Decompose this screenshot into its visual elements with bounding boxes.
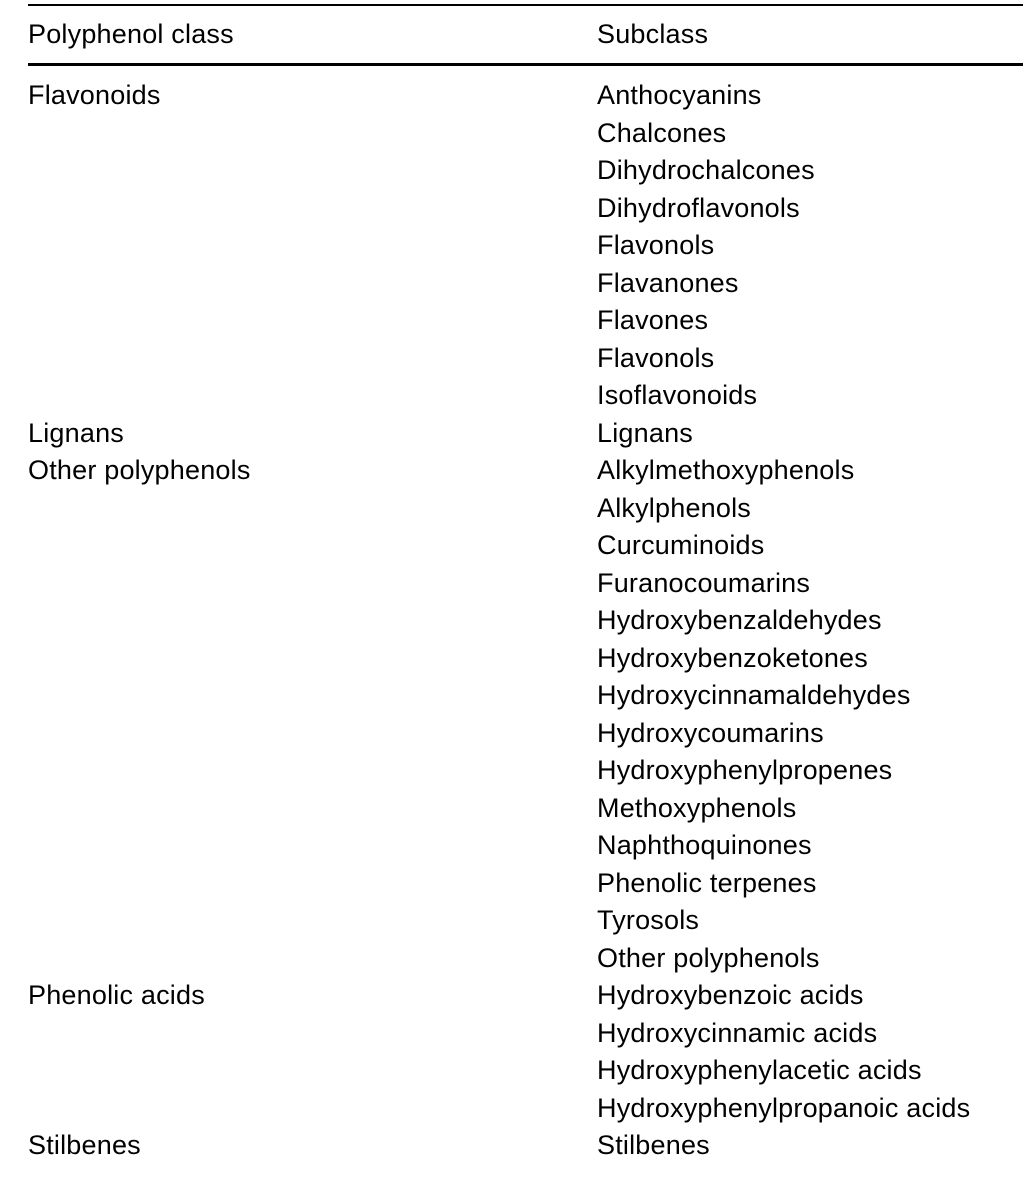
polyphenol-class-cell — [28, 227, 597, 265]
polyphenol-class-cell: Lignans — [28, 417, 124, 448]
subclass-cell: Dihydrochalcones — [597, 155, 815, 185]
subclass-cell: Flavonols — [597, 342, 715, 373]
polyphenol-class-cell — [28, 490, 597, 528]
table-row — [28, 77, 1023, 115]
subclass-cell: Hydroxyphenylpropanoic acids — [597, 1092, 971, 1123]
subclass-cell: Other polyphenols — [597, 942, 820, 973]
subclass-cell: Anthocyanins — [597, 80, 762, 110]
table-row — [28, 340, 1023, 378]
table-header-row — [28, 6, 1023, 63]
polyphenol-class-cell — [28, 565, 597, 603]
subclass-cell: Stilbenes — [597, 1130, 710, 1160]
subclass-cell: Hydroxybenzoketones — [597, 642, 868, 673]
polyphenol-class-cell: Phenolic acids — [28, 980, 205, 1010]
subclass-cell: Flavonols — [597, 230, 715, 260]
table-row — [28, 865, 1023, 903]
table-row — [28, 940, 1023, 978]
subclass-cell: Flavones — [597, 305, 709, 335]
table-row — [28, 527, 1023, 565]
subclass-cell: Naphthoquinones — [597, 830, 812, 860]
polyphenol-class-cell — [28, 602, 597, 640]
table-row — [28, 377, 1023, 415]
table-row — [28, 152, 1023, 190]
polyphenol-class-cell — [28, 1015, 597, 1053]
table-row — [28, 1127, 1023, 1165]
subclass-cell: Hydroxyphenylpropenes — [597, 755, 893, 785]
subclass-cell: Phenolic terpenes — [597, 867, 817, 898]
table-row — [28, 977, 1023, 1015]
subclass-cell: Flavanones — [597, 267, 739, 298]
polyphenol-class-cell — [28, 865, 597, 903]
table-row — [28, 677, 1023, 715]
column-header-polyphenol-class: Polyphenol class — [28, 18, 234, 49]
polyphenol-class-cell — [28, 1052, 597, 1090]
polyphenol-class-cell — [28, 715, 597, 753]
polyphenol-class-cell — [28, 265, 597, 303]
polyphenol-class-cell — [28, 115, 597, 153]
subclass-cell: Tyrosols — [597, 905, 700, 935]
subclass-cell: Hydroxyphenylacetic acids — [597, 1055, 922, 1085]
polyphenol-class-cell: Other polyphenols — [28, 455, 251, 485]
table-row — [28, 902, 1023, 940]
polyphenol-class-cell — [28, 302, 597, 340]
polyphenol-class-cell — [28, 340, 597, 378]
table-row — [28, 302, 1023, 340]
table-row — [28, 265, 1023, 303]
table-row — [28, 602, 1023, 640]
polyphenol-class-cell: Flavonoids — [28, 80, 161, 110]
polyphenol-class-cell — [28, 1090, 597, 1128]
subclass-cell: Hydroxycoumarins — [597, 717, 824, 748]
table-row — [28, 1090, 1023, 1128]
subclass-cell: Isoflavonoids — [597, 380, 758, 410]
table-row — [28, 1052, 1023, 1090]
table-row — [28, 565, 1023, 603]
table-row — [28, 790, 1023, 828]
subclass-cell: Furanocoumarins — [597, 567, 811, 598]
subclass-cell: Dihydroflavonols — [597, 192, 800, 223]
polyphenol-class-cell — [28, 377, 597, 415]
table-row — [28, 1015, 1023, 1053]
table-row — [28, 827, 1023, 865]
subclass-cell: Hydroxycinnamic acids — [597, 1017, 878, 1048]
polyphenol-class-cell: Stilbenes — [28, 1130, 141, 1160]
table-row — [28, 227, 1023, 265]
table-row — [28, 640, 1023, 678]
polyphenol-class-cell — [28, 527, 597, 565]
polyphenol-class-cell — [28, 752, 597, 790]
table-body — [28, 66, 1023, 1165]
table-row — [28, 190, 1023, 228]
table-row — [28, 715, 1023, 753]
subclass-cell: Methoxyphenols — [597, 792, 797, 823]
subclass-cell: Alkylphenols — [597, 492, 751, 523]
subclass-cell: Hydroxycinnamaldehydes — [597, 680, 911, 710]
table-row — [28, 115, 1023, 153]
subclass-cell: Chalcones — [597, 117, 727, 148]
table-row — [28, 752, 1023, 790]
table-row — [28, 490, 1023, 528]
subclass-cell: Hydroxybenzoic acids — [597, 980, 864, 1010]
polyphenol-class-cell — [28, 827, 597, 865]
subclass-cell: Lignans — [597, 417, 693, 448]
column-header-subclass: Subclass — [597, 18, 709, 49]
polyphenol-class-cell — [28, 640, 597, 678]
polyphenol-class-cell — [28, 677, 597, 715]
polyphenol-class-cell — [28, 152, 597, 190]
polyphenol-class-cell — [28, 902, 597, 940]
subclass-cell: Alkylmethoxyphenols — [597, 455, 855, 485]
polyphenol-class-cell — [28, 790, 597, 828]
table-row — [28, 415, 1023, 453]
table-row — [28, 452, 1023, 490]
polyphenol-classification-table — [28, 0, 1023, 1165]
polyphenol-class-cell — [28, 190, 597, 228]
subclass-cell: Curcuminoids — [597, 530, 765, 560]
polyphenol-class-cell — [28, 940, 597, 978]
subclass-cell: Hydroxybenzaldehydes — [597, 605, 882, 635]
